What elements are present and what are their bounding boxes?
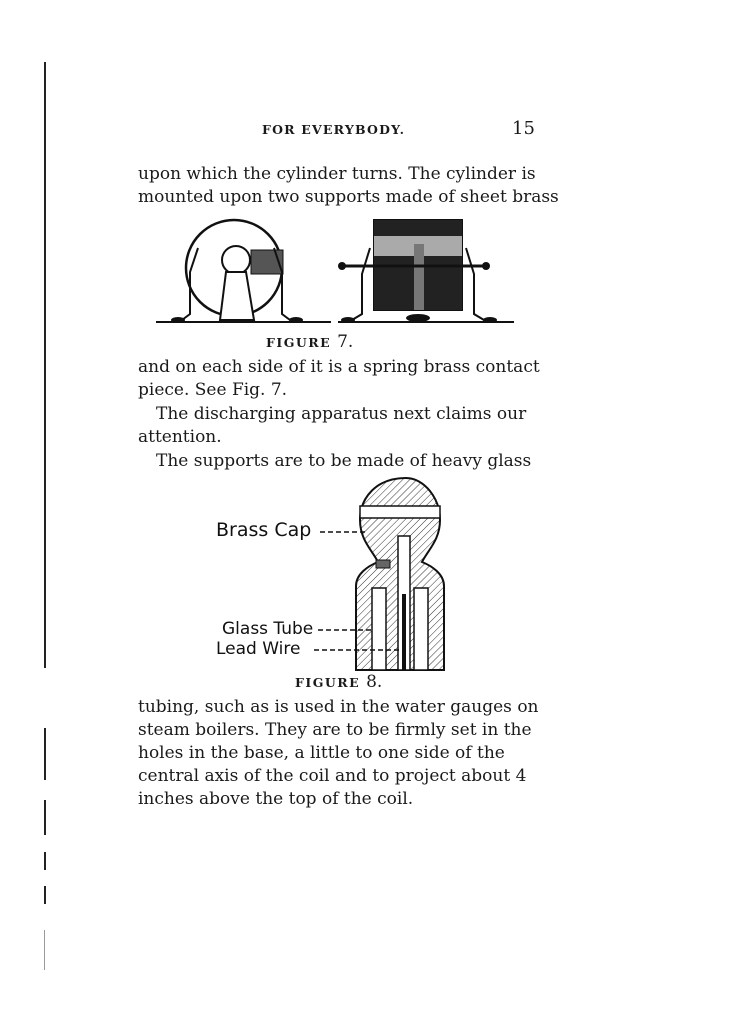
page-number: 15 <box>512 118 535 139</box>
text-line: mounted upon two supports made of sheet brass <box>138 187 559 207</box>
margin-line <box>44 852 46 870</box>
glass-tube-label: Glass Tube <box>222 619 314 639</box>
paragraph-3 <box>138 403 534 449</box>
paragraph-1 <box>138 163 559 209</box>
cylinder-front-view <box>338 220 514 323</box>
text-line: steam boilers. They are to be firmly set in the <box>138 720 532 740</box>
lead-wire-label: Lead Wire <box>216 639 301 659</box>
text-line: attention. <box>138 427 222 447</box>
text-line: inches above the top of the coil. <box>138 789 414 809</box>
caption-number: 7. <box>337 332 354 352</box>
brass-cap-label: Brass Cap <box>216 519 312 541</box>
margin-line <box>44 886 46 904</box>
margin-line <box>44 62 46 668</box>
figure-8-caption <box>295 672 382 692</box>
margin-line <box>44 728 46 780</box>
text-line: upon which the cylinder turns. The cylinder is <box>138 164 536 184</box>
caption-word: FIGURE <box>295 675 361 690</box>
paragraph-4 <box>138 450 534 473</box>
figure-8-illustration <box>210 474 470 674</box>
margin-line <box>44 800 46 835</box>
text-line: The discharging apparatus next claims our <box>156 404 527 424</box>
text-line: tubing, such as is used in the water gauges on <box>138 697 539 717</box>
figure-7-illustration <box>156 214 518 328</box>
cylinder-side-view <box>156 220 331 323</box>
margin-line <box>44 930 45 970</box>
caption-word: FIGURE <box>266 335 332 350</box>
text-line: central axis of the coil and to project about 4 <box>138 766 527 786</box>
text-line: holes in the base, a little to one side of the <box>138 743 505 763</box>
running-title: FOR EVERYBODY. <box>262 122 406 137</box>
discharger-cross-section <box>356 478 444 670</box>
paragraph-2 <box>138 356 540 402</box>
text-line: The supports are to be made of heavy glass <box>156 451 532 471</box>
paragraph-5 <box>138 696 539 811</box>
text-line: piece. See Fig. 7. <box>138 380 288 400</box>
figure-7-caption <box>266 332 353 352</box>
caption-number: 8. <box>366 672 383 692</box>
text-line: and on each side of it is a spring brass contact <box>138 357 540 377</box>
